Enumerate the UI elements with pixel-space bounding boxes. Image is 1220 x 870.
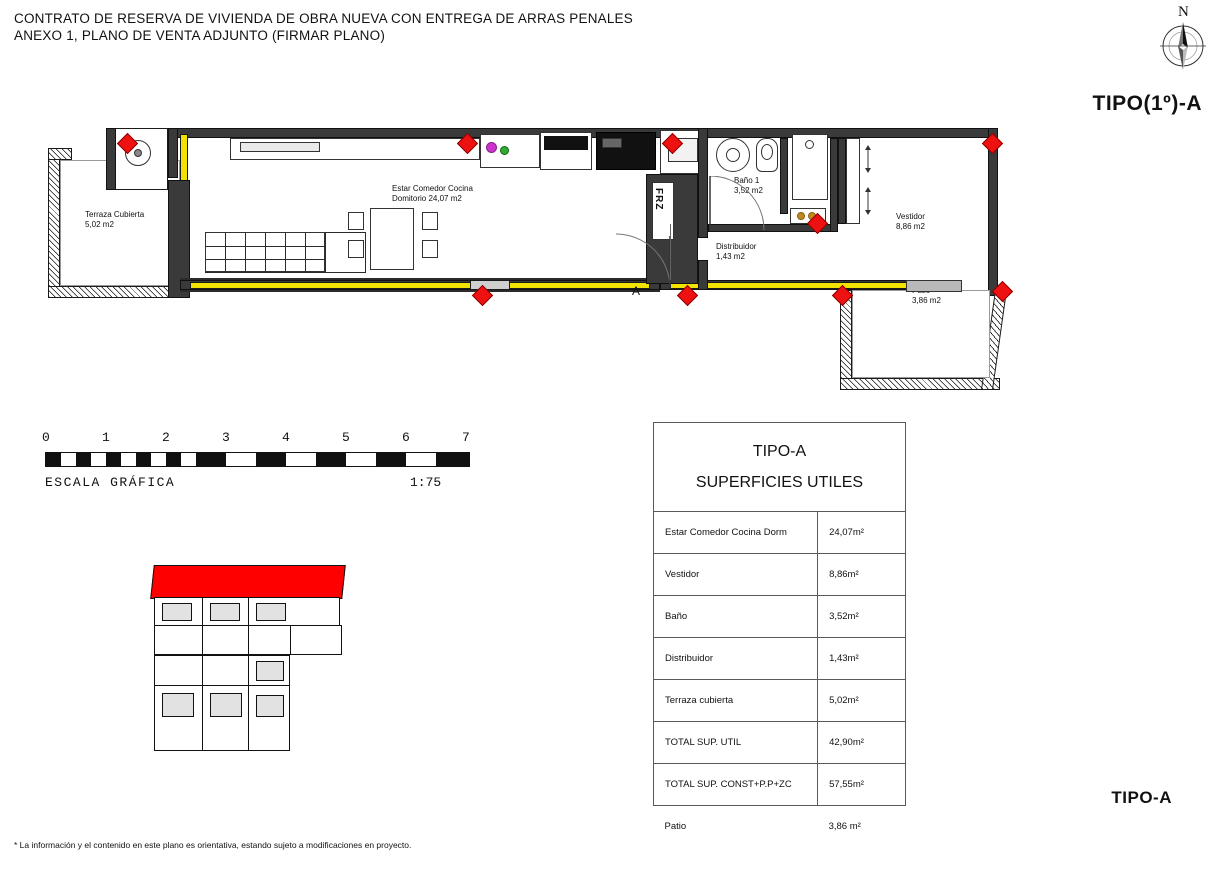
- scale-tick-5: 5: [342, 430, 350, 445]
- patio-wall-bottom: [840, 378, 1000, 390]
- row-name: TOTAL SUP. UTIL: [654, 722, 818, 764]
- room-label-terraza: Terraza Cubierta: [85, 210, 145, 219]
- table-row: [654, 764, 906, 806]
- row-name: Patio: [664, 821, 687, 832]
- row-name: Terraza cubierta: [654, 680, 818, 722]
- key-plan-unit-g: [256, 695, 284, 717]
- row-value: 3,86 m²: [828, 821, 861, 832]
- key-plan-line-1: [154, 625, 340, 626]
- scale-tick-1: 1: [102, 430, 110, 445]
- row-value: 3,52m²: [818, 596, 906, 638]
- dining-table: [370, 208, 414, 270]
- row-value: 1,43m²: [818, 638, 906, 680]
- bath-wall-left-lower: [698, 260, 708, 290]
- row-value: 24,07m²: [818, 512, 906, 554]
- header-line-2: ANEXO 1, PLANO DE VENTA ADJUNTO (FIRMAR PLANO): [14, 28, 386, 43]
- table-subtitle: SUPERFICIES UTILES: [695, 473, 864, 491]
- key-plan-unit-c: [256, 603, 286, 621]
- fridge-label: FRZ: [653, 188, 664, 211]
- sink-drain-icon: [134, 149, 142, 157]
- room-label-vestidor: Vestidor: [896, 212, 925, 221]
- key-plan-block-3: [290, 625, 342, 655]
- surfaces-table-grid: [653, 422, 906, 847]
- stair-line-v1: [225, 232, 226, 272]
- room-label-distribuidor: Distribuidor: [716, 242, 757, 251]
- chair-2: [422, 240, 438, 258]
- room-area-distribuidor: 1,43 m2: [716, 252, 745, 261]
- bottom-wall-line-2: [180, 290, 660, 292]
- fixture-dot-magenta: [486, 142, 497, 153]
- table-row: [654, 680, 906, 722]
- vestidor-wall-left: [838, 138, 846, 224]
- chair-3: [348, 212, 364, 230]
- floor-edge-line-2: [325, 232, 365, 233]
- row-name: TOTAL SUP. CONST+P.P+ZC: [654, 764, 818, 806]
- distribuidor-dash-line: [670, 224, 671, 280]
- key-plan-unit-b: [210, 603, 240, 621]
- table-row: [654, 554, 906, 596]
- stair-line-v5: [305, 232, 306, 272]
- scale-tick-2: 2: [162, 430, 170, 445]
- key-plan-unit-d: [162, 693, 194, 717]
- row-value: 42,90m²: [818, 722, 906, 764]
- key-plan-line-2: [202, 597, 203, 751]
- floor-plan-drawing: [40, 120, 1070, 400]
- terrace-wall-left: [48, 148, 60, 298]
- page-title-tipo-bottom: TIPO-A: [1111, 788, 1172, 807]
- fixture-dot-green: [500, 146, 509, 155]
- bath-wall-partition: [780, 138, 788, 214]
- kitchen-hood-icon: [240, 142, 320, 152]
- document-header: [14, 10, 914, 44]
- table-row: [654, 596, 906, 638]
- floor-edge-line: [205, 272, 365, 273]
- table-header-row: [654, 423, 906, 512]
- key-plan-unit-e: [210, 693, 242, 717]
- key-plan-thumbnail: [152, 565, 352, 755]
- partition-terrace: [168, 128, 178, 178]
- row-name: Vestidor: [654, 554, 818, 596]
- kitchen-cooktop-icon: [544, 136, 588, 150]
- surfaces-table: [653, 422, 906, 847]
- key-plan-line-3: [248, 597, 249, 751]
- room-area-patio: 3,86 m2: [912, 296, 941, 305]
- key-plan-line-4: [154, 685, 290, 686]
- stair-line-v2: [245, 232, 246, 272]
- bath-wall-right: [830, 138, 838, 232]
- scale-tick-6: 6: [402, 430, 410, 445]
- footnote-disclaimer: * La información y el contenido en este plano es orientativa, estando sujeto a modificaciones en proyecto.: [14, 840, 412, 850]
- door-sill-1: [470, 280, 510, 290]
- row-value: 57,55m²: [818, 764, 906, 806]
- graphic-scale: [40, 430, 480, 510]
- bottom-wall-line: [180, 278, 660, 280]
- scale-tick-3: 3: [222, 430, 230, 445]
- washing-machine-drum-icon: [726, 148, 740, 162]
- page-title-tipo: TIPO(1º)-A: [1092, 92, 1202, 115]
- room-area-estar: Domitorio 24,07 m2: [392, 194, 462, 203]
- room-area-terraza: 5,02 m2: [85, 220, 114, 229]
- stair-line-v6: [325, 232, 326, 273]
- scale-caption: ESCALA GRÁFICA: [45, 475, 176, 490]
- scale-tick-labels: [40, 430, 480, 450]
- toilet-bowl-icon: [761, 144, 773, 160]
- chair-1: [422, 212, 438, 230]
- table-row: [654, 722, 906, 764]
- table-header-cell: [654, 423, 906, 512]
- floor-edge-line-3: [365, 232, 366, 273]
- scale-tick-0: 0: [42, 430, 50, 445]
- room-area-vestidor: 8,86 m2: [896, 222, 925, 231]
- scale-tick-4: 4: [282, 430, 290, 445]
- row-value: 8,86m²: [818, 554, 906, 596]
- bath-door-swing-icon: [708, 176, 768, 232]
- row-name: Estar Comedor Cocina Dorm: [654, 512, 818, 554]
- key-plan-highlight-unit: [150, 565, 346, 599]
- room-label-estar: Estar Comedor Cocina: [392, 184, 473, 193]
- row-name: Baño: [654, 596, 818, 638]
- table-row-patio: [654, 806, 906, 848]
- stair-line-v3: [265, 232, 266, 272]
- room-label-bano: Baño 1: [734, 176, 760, 185]
- vestidor-arrows-icon: [858, 144, 878, 218]
- row-value: 5,02m²: [818, 680, 906, 722]
- terrace-wall-bottom: [48, 286, 188, 298]
- table-title: TIPO-A: [752, 442, 807, 460]
- chair-4: [348, 240, 364, 258]
- header-line-1: CONTRATO DE RESERVA DE VIVIENDA DE OBRA NUEVA CON ENTREGA DE ARRAS PENALES: [14, 11, 633, 26]
- terrace-wall-top: [48, 148, 72, 160]
- compass-north-label: N: [1178, 4, 1189, 20]
- section-mark-a: A: [632, 284, 641, 298]
- bath-wall-left: [698, 128, 708, 238]
- oven-panel-icon: [602, 138, 622, 148]
- vanity-knob-1-icon: [797, 212, 805, 220]
- scale-ratio: 1:75: [410, 475, 442, 490]
- row-name: Distribuidor: [654, 638, 818, 680]
- scale-tick-7: 7: [462, 430, 470, 445]
- room-area-bano: 3,52 m2: [734, 186, 763, 195]
- north-compass-icon: [1152, 4, 1214, 74]
- entry-wall-left: [106, 128, 116, 190]
- scale-bar-graphic: [45, 452, 470, 467]
- key-plan-unit-f: [256, 661, 284, 681]
- patio-door-unit: [906, 280, 962, 292]
- table-row: [654, 512, 906, 554]
- key-plan-unit-a: [162, 603, 192, 621]
- bathtub-drain-icon: [805, 140, 814, 149]
- table-row: [654, 638, 906, 680]
- entry-door-swing-icon: [614, 232, 674, 288]
- stair-line-v4: [285, 232, 286, 272]
